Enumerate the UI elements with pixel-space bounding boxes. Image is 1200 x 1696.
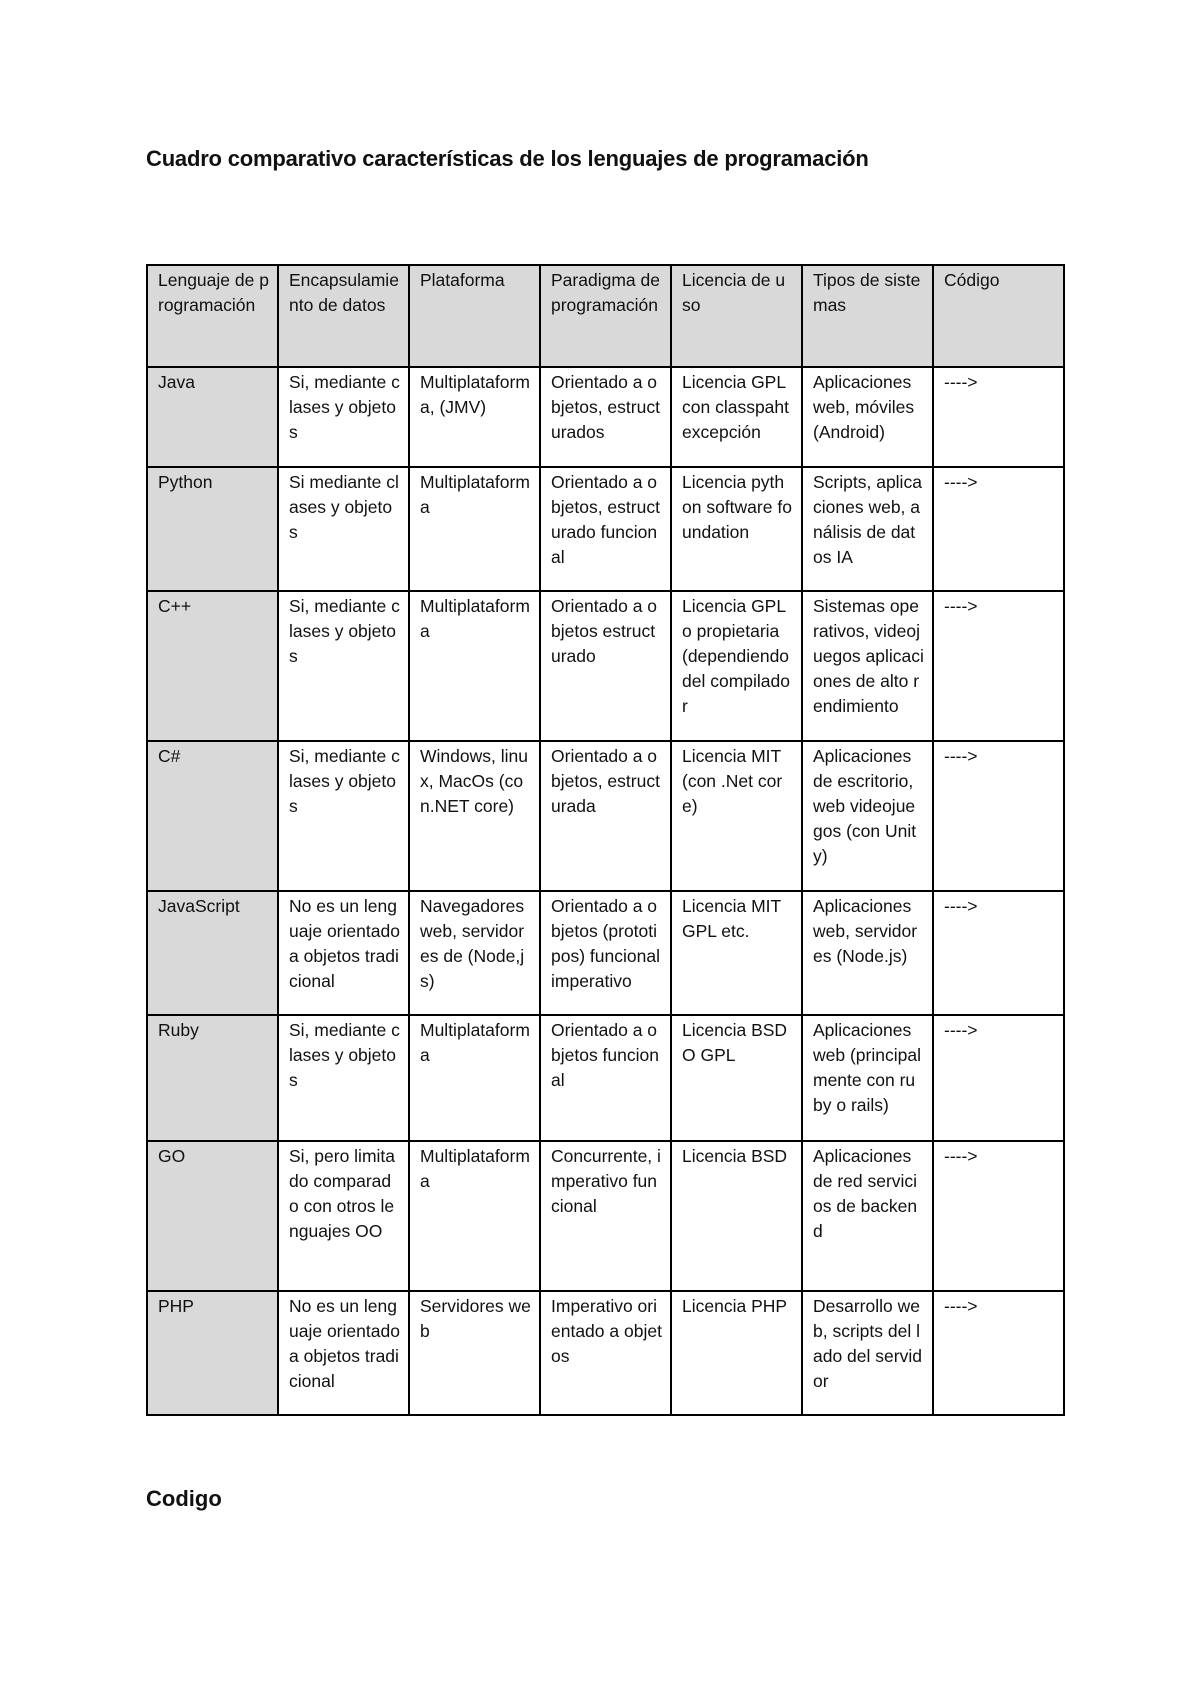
table-row	[147, 891, 1064, 1015]
cell-encapsulamiento: Si mediante clases y objetos	[278, 467, 409, 591]
cell-plataforma: Multiplataforma	[409, 1015, 540, 1141]
cell-licencia: Licencia GPL con classpaht excepción	[671, 367, 802, 467]
header-tipos: Tipos de sistemas	[802, 265, 933, 367]
cell-paradigma: Orientado a objetos funcional	[540, 1015, 671, 1141]
cell-codigo: ---->	[933, 891, 1064, 1015]
cell-lenguaje: Java	[147, 367, 278, 467]
cell-encapsulamiento: Si, pero limitado comparado con otros lenguajes OO	[278, 1141, 409, 1291]
cell-encapsulamiento: Si, mediante clases y objetos	[278, 1015, 409, 1141]
cell-tipos: Aplicaciones de escritorio, web videojuegos (con Unity)	[802, 741, 933, 891]
cell-tipos: Aplicaciones web, móviles (Android)	[802, 367, 933, 467]
cell-codigo: ---->	[933, 467, 1064, 591]
section-heading: Codigo	[146, 1486, 222, 1511]
cell-codigo: ---->	[933, 591, 1064, 741]
header-paradigma: Paradigma de programación	[540, 265, 671, 367]
cell-lenguaje: GO	[147, 1141, 278, 1291]
cell-paradigma: Imperativo orientado a objetos	[540, 1291, 671, 1415]
table-row	[147, 1291, 1064, 1415]
table-row	[147, 1141, 1064, 1291]
header-codigo: Código	[933, 265, 1064, 367]
cell-paradigma: Orientado a objetos (prototipos) funcional imperativo	[540, 891, 671, 1015]
cell-lenguaje: PHP	[147, 1291, 278, 1415]
cell-plataforma: Multiplataforma	[409, 591, 540, 741]
header-plataforma: Plataforma	[409, 265, 540, 367]
comparison-table	[146, 264, 1065, 1416]
cell-tipos: Desarrollo web, scripts del lado del servidor	[802, 1291, 933, 1415]
cell-encapsulamiento: Si, mediante clases y objetos	[278, 591, 409, 741]
cell-encapsulamiento: Si, mediante clases y objetos	[278, 741, 409, 891]
cell-lenguaje: C#	[147, 741, 278, 891]
cell-licencia: Licencia python software foundation	[671, 467, 802, 591]
cell-licencia: Licencia GPL o propietaria (dependiendo del compilador	[671, 591, 802, 741]
cell-encapsulamiento: Si, mediante clases y objetos	[278, 367, 409, 467]
cell-lenguaje: JavaScript	[147, 891, 278, 1015]
cell-paradigma: Orientado a objetos, estructurado funcional	[540, 467, 671, 591]
cell-licencia: Licencia MIT (con .Net core)	[671, 741, 802, 891]
cell-paradigma: Orientado a objetos estructurado	[540, 591, 671, 741]
table-row	[147, 1015, 1064, 1141]
cell-lenguaje: C++	[147, 591, 278, 741]
cell-codigo: ---->	[933, 1291, 1064, 1415]
cell-lenguaje: Python	[147, 467, 278, 591]
cell-licencia: Licencia PHP	[671, 1291, 802, 1415]
header-encapsulamiento: Encapsulamiento de datos	[278, 265, 409, 367]
cell-codigo: ---->	[933, 1015, 1064, 1141]
cell-plataforma: Windows, linux, MacOs (con.NET core)	[409, 741, 540, 891]
table-row	[147, 591, 1064, 741]
table-row	[147, 741, 1064, 891]
header-licencia: Licencia de uso	[671, 265, 802, 367]
cell-paradigma: Orientado a objetos, estructurada	[540, 741, 671, 891]
header-lenguaje: Lenguaje de programación	[147, 265, 278, 367]
cell-tipos: Aplicaciones web, servidores (Node.js)	[802, 891, 933, 1015]
cell-licencia: Licencia BSD	[671, 1141, 802, 1291]
cell-codigo: ---->	[933, 1141, 1064, 1291]
cell-encapsulamiento: No es un lenguaje orientado a objetos tradicional	[278, 891, 409, 1015]
cell-tipos: Aplicaciones de red servicios de backend	[802, 1141, 933, 1291]
cell-encapsulamiento: No es un lenguaje orientado a objetos tradicional	[278, 1291, 409, 1415]
cell-tipos: Sistemas operativos, videojuegos aplicaciones de alto rendimiento	[802, 591, 933, 741]
cell-paradigma: Concurrente, imperativo funcional	[540, 1141, 671, 1291]
table-row	[147, 367, 1064, 467]
cell-licencia: Licencia MIT GPL etc.	[671, 891, 802, 1015]
table-row	[147, 467, 1064, 591]
cell-paradigma: Orientado a objetos, estructurados	[540, 367, 671, 467]
cell-plataforma: Servidores web	[409, 1291, 540, 1415]
cell-plataforma: Multiplataforma	[409, 467, 540, 591]
cell-lenguaje: Ruby	[147, 1015, 278, 1141]
cell-codigo: ---->	[933, 367, 1064, 467]
page-title: Cuadro comparativo características de los lenguajes de programación	[146, 146, 869, 171]
cell-plataforma: Multiplataforma	[409, 1141, 540, 1291]
cell-tipos: Scripts, aplicaciones web, análisis de datos IA	[802, 467, 933, 591]
table-header-row	[147, 265, 1064, 367]
cell-plataforma: Navegadores web, servidores de (Node,js)	[409, 891, 540, 1015]
cell-codigo: ---->	[933, 741, 1064, 891]
cell-tipos: Aplicaciones web (principalmente con ruby o rails)	[802, 1015, 933, 1141]
cell-plataforma: Multiplataforma, (JMV)	[409, 367, 540, 467]
cell-licencia: Licencia BSD O GPL	[671, 1015, 802, 1141]
